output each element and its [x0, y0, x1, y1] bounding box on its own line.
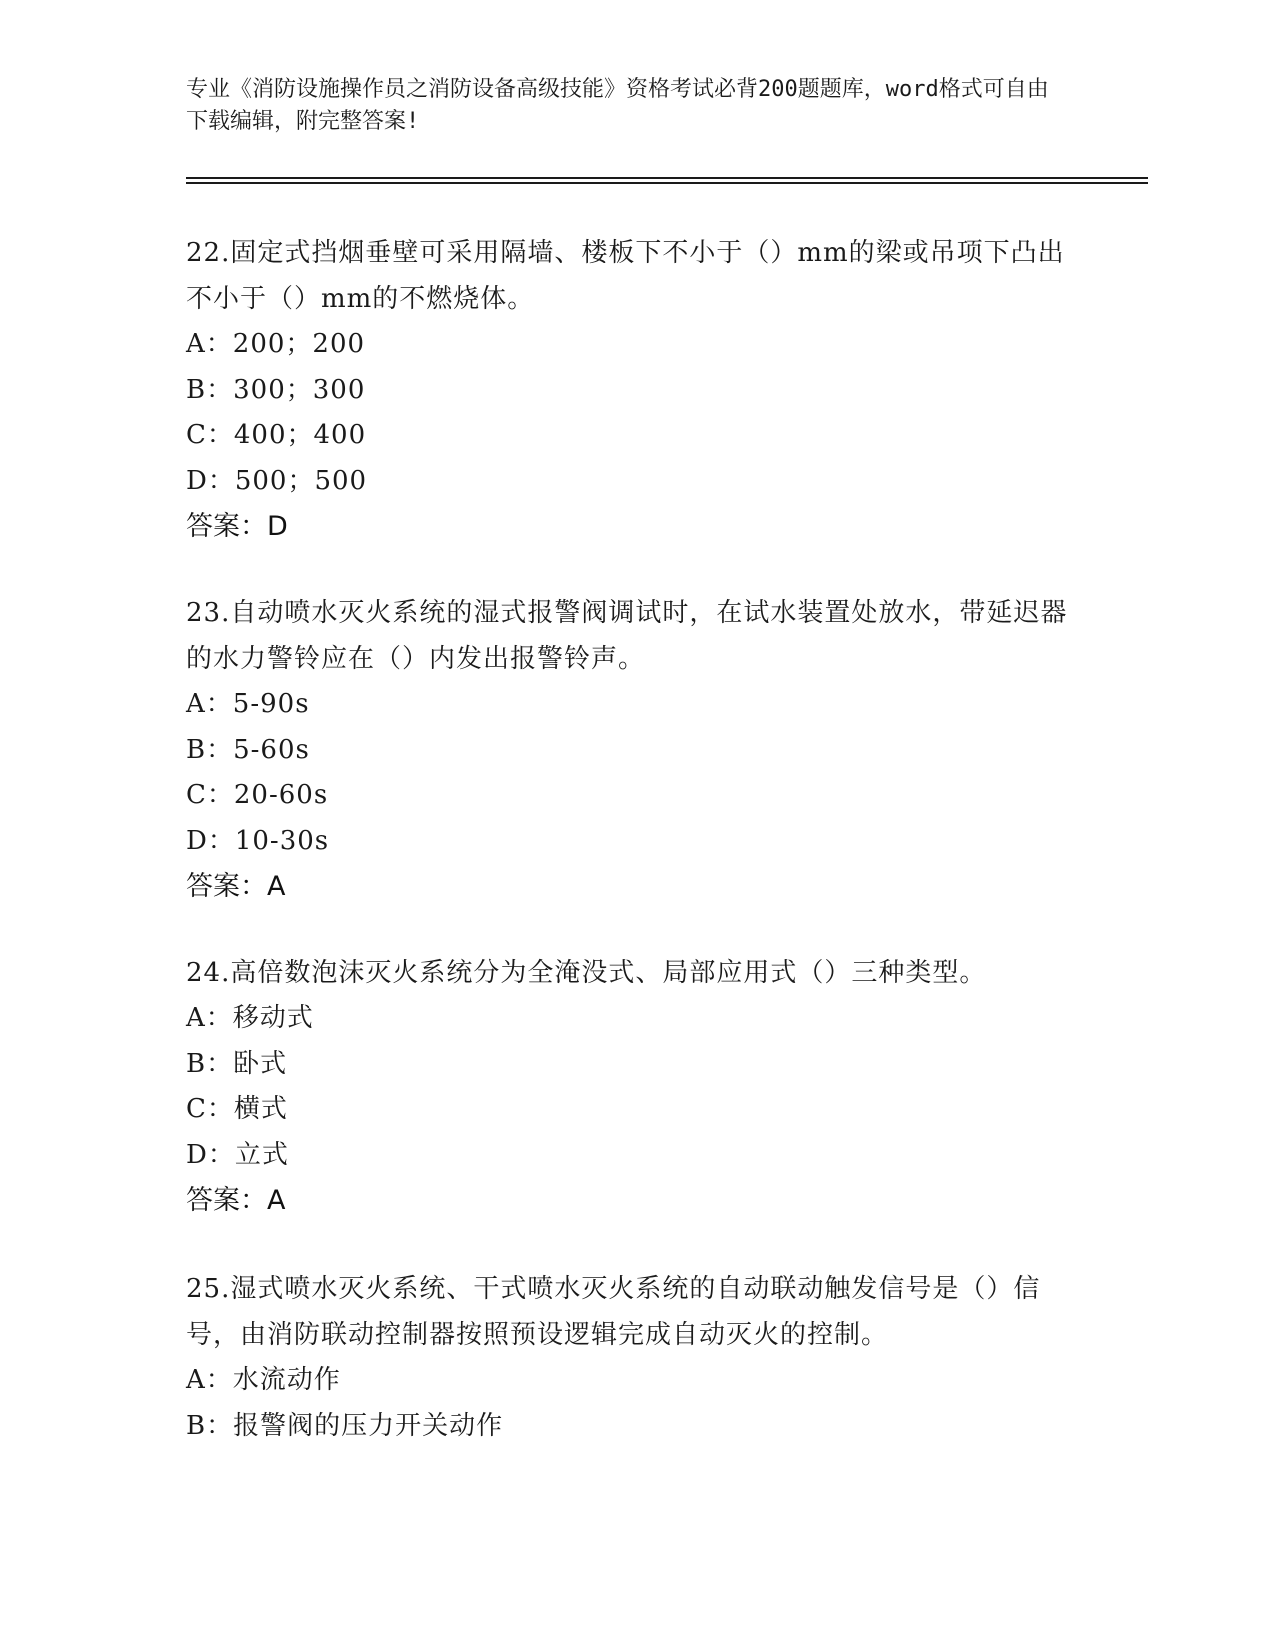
option-a: A：水流动作	[186, 1365, 341, 1395]
answer: 答案：D	[186, 511, 288, 542]
question-stem: 24.高倍数泡沫灭火系统分为全淹没式、局部应用式（）三种类型。	[186, 958, 987, 988]
option-d: D：10-30s	[186, 825, 330, 856]
option-a: A：200；200	[186, 329, 366, 359]
option-b: B：5-60s	[186, 734, 310, 765]
question-stem: 22.固定式挡烟垂壁可采用隔墙、楼板下不小于（）mm的梁或吊项下凸出不小于（）mm的不燃烧体。	[186, 238, 1065, 314]
option-c: C：横式	[186, 1094, 288, 1124]
question-stem: 25.湿式喷水灭火系统、干式喷水灭火系统的自动联动触发信号是（）信号，由消防联动控制器按照预设逻辑完成自动灭火的控制。	[186, 1274, 1041, 1350]
option-b: B：300；300	[186, 374, 366, 405]
option-d: D：立式	[186, 1139, 289, 1170]
question-22	[186, 230, 1086, 549]
question-stem: 23.自动喷水灭火系统的湿式报警阀调试时，在试水装置处放水，带延迟器的水力警铃应在（）内发出报警铃声。	[186, 598, 1068, 674]
option-b: B：报警阀的压力开关动作	[186, 1410, 504, 1441]
header-divider-top	[186, 177, 1148, 179]
option-a: A：5-90s	[186, 689, 310, 719]
document-header: 专业《消防设施操作员之消防设备高级技能》资格考试必背200题题库，word格式可自由下载编辑，附完整答案!	[186, 77, 1049, 134]
option-c: C：400；400	[186, 420, 367, 450]
option-c: C：20-60s	[186, 780, 329, 810]
option-a: A：移动式	[186, 1003, 314, 1033]
option-d: D：500；500	[186, 465, 368, 496]
option-b: B：卧式	[186, 1048, 288, 1079]
header-divider-bottom	[186, 182, 1148, 184]
question-25	[186, 1266, 1086, 1449]
question-23	[186, 590, 1086, 909]
answer: 答案：A	[186, 1185, 286, 1216]
answer: 答案：A	[186, 871, 286, 902]
question-24	[186, 950, 1086, 1223]
